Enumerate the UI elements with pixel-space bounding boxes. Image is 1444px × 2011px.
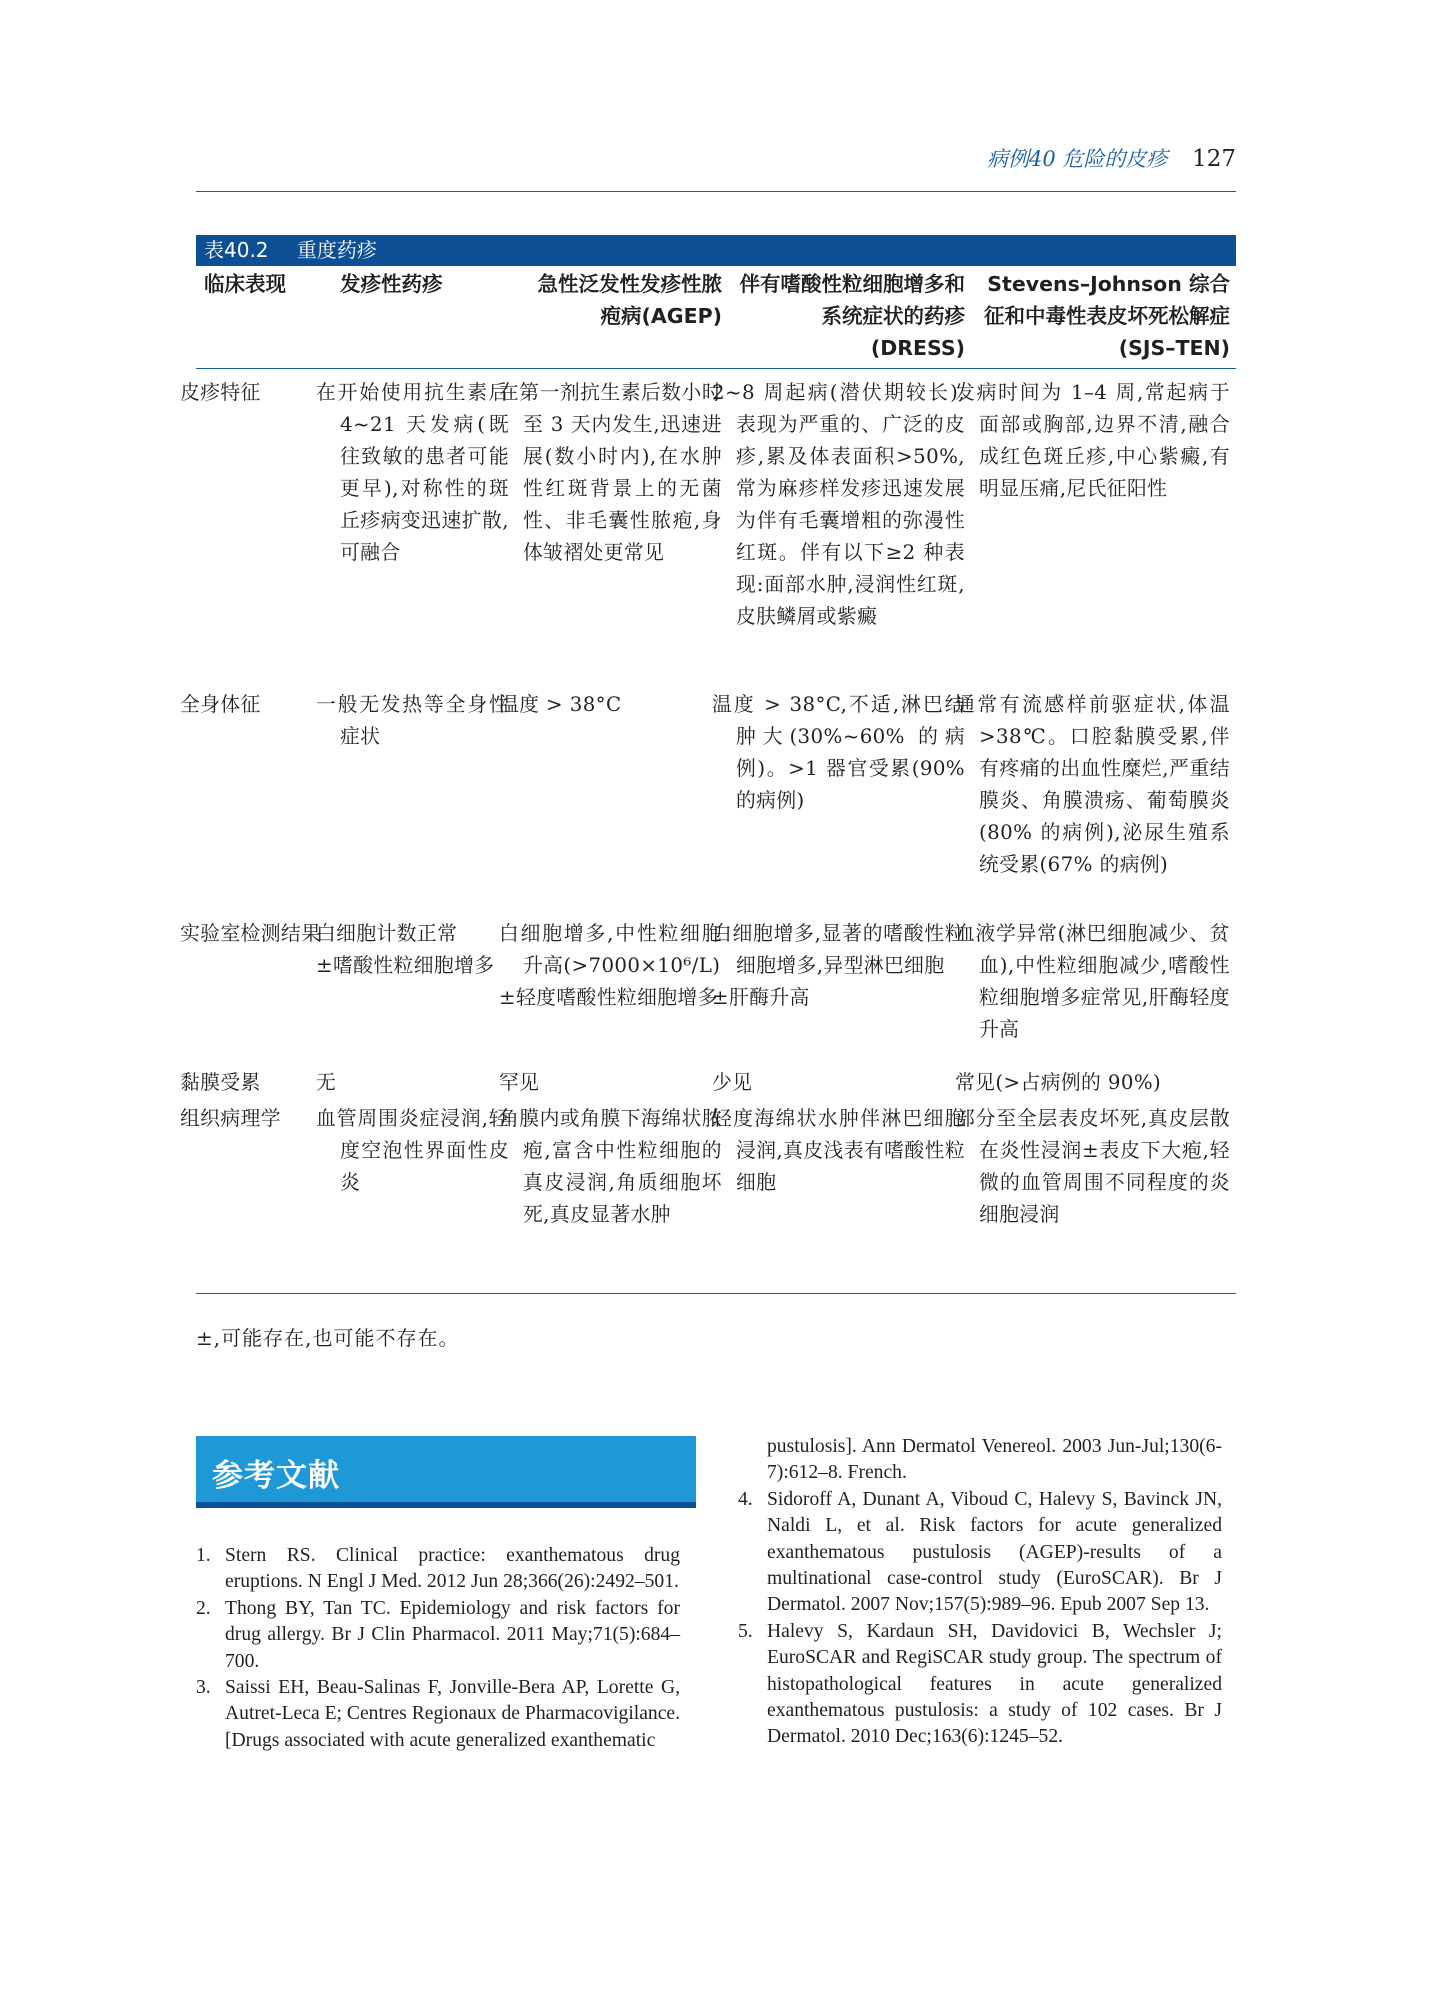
reference-list-right — [738, 1434, 1222, 1751]
table-cell: 2~8 周起病(潜伏期较长),表现为严重的、广泛的皮疹,累及体表面积>50%,常为麻疹样发疹迅速发展为伴有毛囊增粗的弥漫性红斑。伴有以下≥2 种表现:面部水肿,浸润性红斑,皮肤鳞屑或紫癜 — [712, 381, 965, 628]
cell-line: ±嗜酸性粒细胞增多 — [316, 954, 495, 977]
reference-number: 2. — [196, 1597, 211, 1619]
table-cell: 一般无发热等全身性症状 — [316, 693, 509, 748]
table-row — [196, 918, 1236, 1067]
reference-number: 4. — [738, 1488, 753, 1510]
header-exanthematous: 发疹性药疹 — [340, 272, 443, 296]
table-cell: 在第一剂抗生素后数小时至 3 天内发生,迅速进展(数小时内),在水肿性红斑背景上的无菌性、非毛囊性脓疱,身体皱褶处更常见 — [499, 381, 722, 564]
table-number: 表40.2 — [204, 238, 269, 262]
row-label: 组织病理学 — [180, 1107, 281, 1130]
table-cell: 角膜内或角膜下海绵状脓疱,富含中性粒细胞的真皮浸润,角质细胞坏死,真皮显著水肿 — [499, 1107, 722, 1226]
reference-text: pustulosis]. Ann Dermatol Venereol. 2003 Jun-Jul;130(6-7):612–8. French. — [767, 1436, 1222, 1484]
reference-text: Sidoroff A, Dunant A, Viboud C, Halevy S, Bavinck JN, Naldi L, et al. Risk factors for acute generalized exanthematous pustulosis (AGEP)-results of a multinational case-control study (EuroSCAR). Br J Dermatol. 2007 Nov;157(5):989–96. Epub 2007 Sep 13. — [767, 1488, 1222, 1616]
reference-item — [196, 1543, 680, 1596]
table-cell — [712, 918, 971, 1067]
table-header-row — [196, 266, 1236, 369]
header-rule — [196, 191, 1236, 192]
table-cell: 无 — [316, 1071, 337, 1094]
header-agep: 急性泛发性发疹性脓疱病(AGEP) — [537, 272, 722, 328]
reference-item — [196, 1596, 680, 1675]
references-banner — [196, 1436, 696, 1508]
table-row — [196, 689, 1236, 918]
cell-line: 白细胞计数正常 — [316, 922, 458, 945]
table-row — [196, 1103, 1236, 1294]
table-cell: 血液学异常(淋巴细胞减少、贫血),中性粒细胞减少,嗜酸性粒细胞增多症常见,肝酶轻度升高 — [955, 922, 1230, 1041]
reference-item — [196, 1675, 680, 1754]
reference-text: Thong BY, Tan TC. Epidemiology and risk factors for drug allergy. Br J Clin Pharmacol. 2011 May;71(5):684–700. — [225, 1597, 680, 1672]
reference-number: 1. — [196, 1545, 211, 1566]
header-dress: 伴有嗜酸性粒细胞增多和系统症状的药疹(DRESS) — [739, 272, 965, 360]
table-cell: 少见 — [712, 1071, 753, 1094]
cell-line: 白细胞增多,显著的嗜酸性粒细胞增多,异型淋巴细胞 — [712, 922, 965, 977]
row-label: 黏膜受累 — [180, 1071, 261, 1094]
table-cell: 血管周围炎症浸润,轻度空泡性界面性皮炎 — [316, 1107, 509, 1194]
table-footnote: ±,可能存在,也可能不存在。 — [196, 1326, 460, 1350]
reference-list-left — [196, 1543, 680, 1754]
table-cell: 在开始使用抗生素后 4~21 天发病(既往致敏的患者可能更早),对称性的斑丘疹病变迅速扩散,可融合 — [316, 381, 509, 564]
reference-number: 5. — [738, 1620, 753, 1642]
table-cell: 轻度海绵状水肿伴淋巴细胞浸润,真皮浅表有嗜酸性粒细胞 — [712, 1107, 965, 1194]
reference-item — [738, 1619, 1222, 1751]
table-cell: 通常有流感样前驱症状,体温>38℃。口腔黏膜受累,伴有疼痛的出血性糜烂,严重结膜炎、角膜溃疡、葡萄膜炎(80% 的病例),泌尿生殖系统受累(67% 的病例) — [955, 693, 1230, 876]
table-row — [196, 369, 1236, 690]
header-sjs-ten: Stevens–Johnson 综合征和中毒性表皮坏死松解症 (SJS–TEN) — [984, 272, 1230, 360]
table-cell — [316, 918, 515, 1067]
reference-text: Saissi EH, Beau-Salinas F, Jonville-Bera AP, Lorette G, Autret-Leca E; Centres Regionaux de Pharmacovigilance. [Drugs associated with acute generalized exanthematic — [225, 1677, 680, 1751]
drug-eruption-table — [180, 266, 1236, 1294]
table-cell — [499, 918, 728, 1067]
table-cell: 温度 > 38°C — [499, 693, 622, 716]
running-head — [196, 143, 1236, 173]
cell-line: ±轻度嗜酸性粒细胞增多 — [499, 986, 718, 1009]
table-cell: 部分至全层表皮坏死,真皮层散在炎性浸润±表皮下大疱,轻微的血管周围不同程度的炎细胞浸润 — [955, 1107, 1230, 1226]
reference-item — [738, 1434, 1222, 1487]
table-cell: 罕见 — [499, 1071, 540, 1094]
table-cell: 常见(>占病例的 90%) — [955, 1071, 1162, 1094]
chapter-title: 病例40 危险的皮疹 — [987, 147, 1168, 171]
cell-line: ±肝酶升高 — [712, 986, 810, 1009]
table-title: 重度药疹 — [296, 238, 377, 262]
reference-text: Halevy S, Kardaun SH, Davidovici B, Wechsler J; EuroSCAR and RegiSCAR study group. The spectrum of histopathological features in acute generalized exanthematous pustulosis: a study of 102 cases. Br J Dermatol. 2010 Dec;163(6):1245–52. — [767, 1620, 1222, 1748]
reference-text: Stern RS. Clinical practice: exanthematous drug eruptions. N Engl J Med. 2012 Jun 28;366(26):2492–501. — [225, 1545, 680, 1593]
table-row — [196, 1067, 1236, 1103]
row-label: 皮疹特征 — [180, 381, 261, 404]
reference-item — [738, 1487, 1222, 1619]
references-heading: 参考文献 — [212, 1458, 340, 1494]
row-label: 全身体征 — [180, 693, 261, 716]
table-title-bar — [196, 235, 1236, 266]
page-number: 127 — [1192, 146, 1236, 172]
header-clinical-feature: 临床表现 — [204, 272, 286, 296]
cell-line: 白细胞增多,中性粒细胞升高(>7000×10⁶/L) — [499, 922, 722, 977]
reference-number: 3. — [196, 1677, 211, 1699]
row-label: 实验室检测结果 — [180, 922, 322, 945]
table-cell: 发病时间为 1–4 周,常起病于面部或胸部,边界不清,融合成红色斑丘疹,中心紫癜,有明显压痛,尼氏征阳性 — [955, 381, 1230, 500]
table-cell: 温度 > 38°C,不适,淋巴结肿大(30%~60% 的病例)。>1 器官受累(90% 的病例) — [712, 693, 965, 812]
